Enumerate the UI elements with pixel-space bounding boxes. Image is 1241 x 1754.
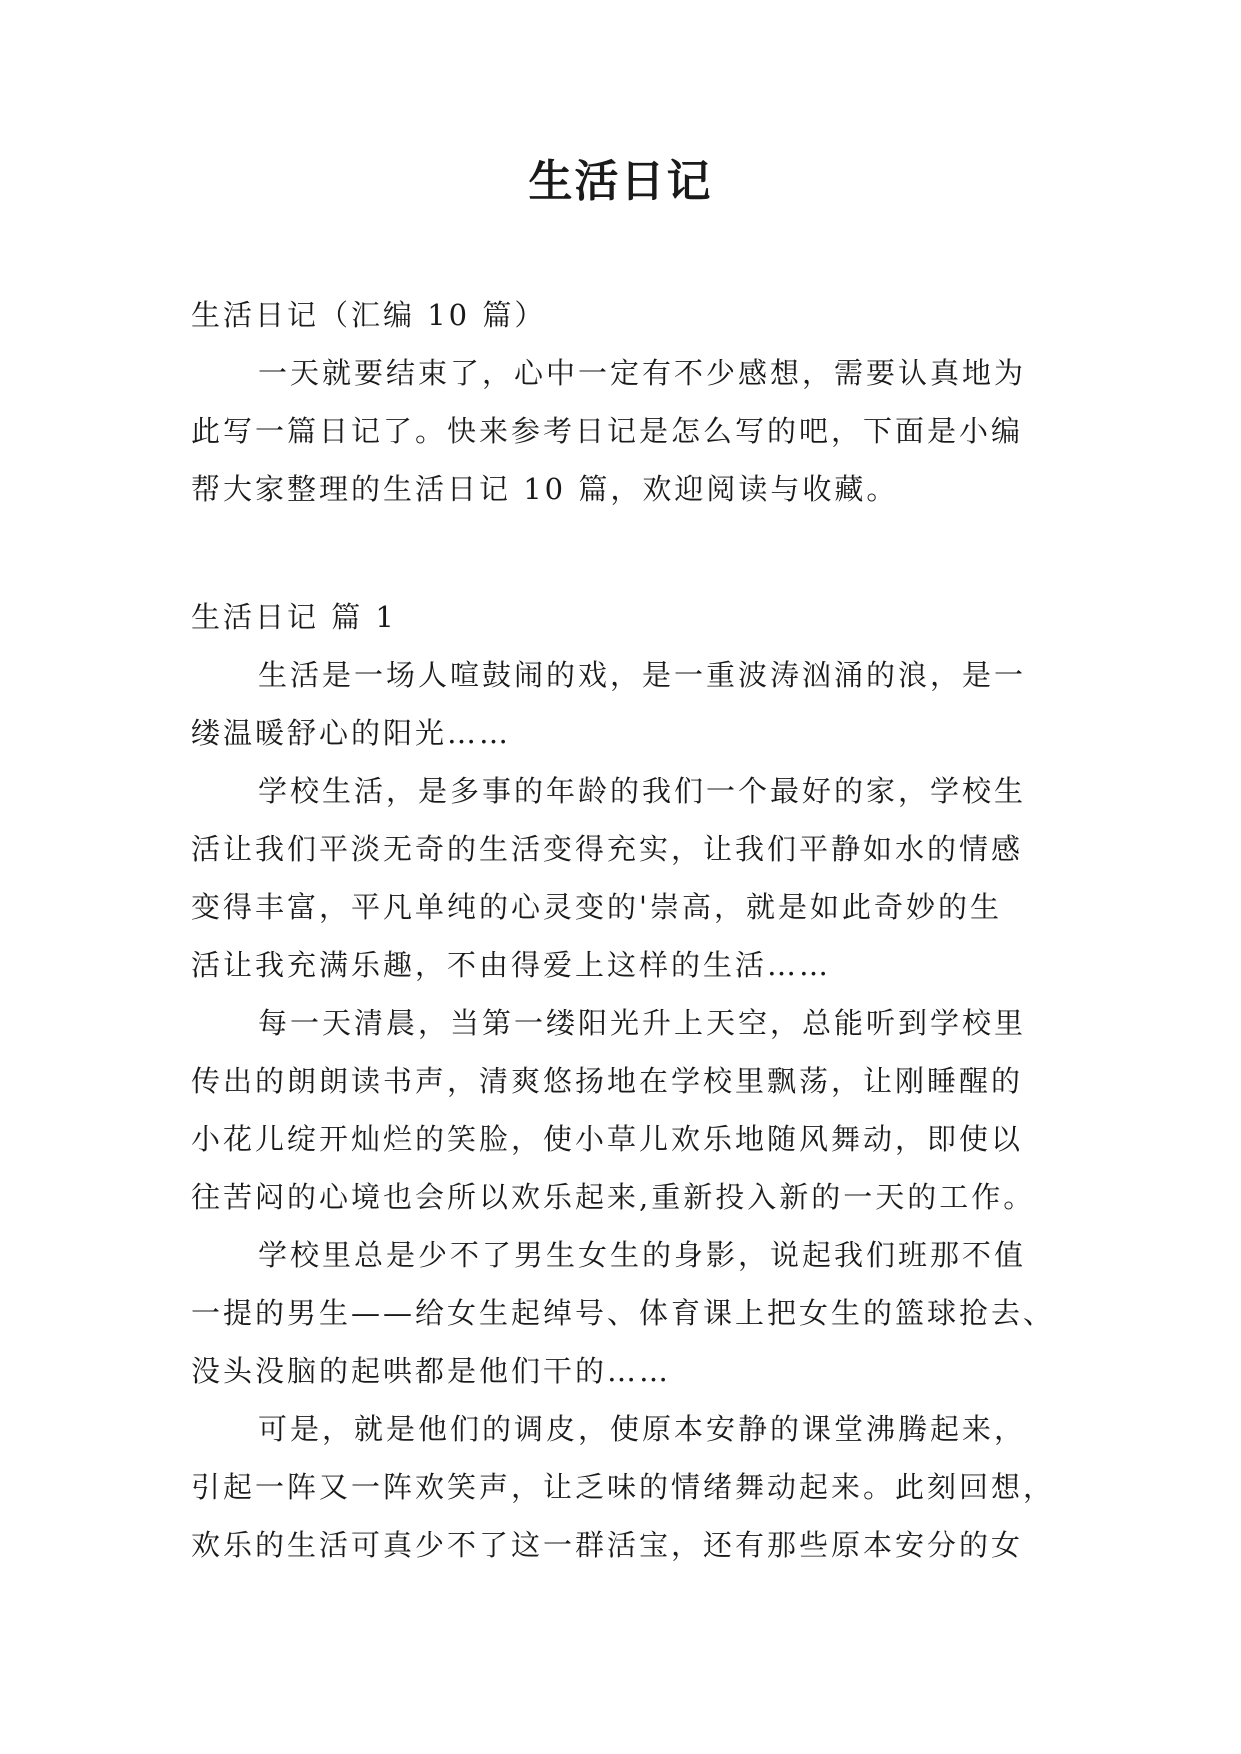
paragraph-line: 缕温暖舒心的阳光…… [191, 716, 512, 750]
paragraph-line: 变得丰富，平凡单纯的心灵变的'崇高，就是如此奇妙的生 [191, 890, 1002, 924]
paragraph-line: 小花儿绽开灿烂的笑脸，使小草儿欢乐地随风舞动，即使以 [191, 1122, 1024, 1156]
document-title: 生活日记 [528, 156, 713, 207]
intro-line: 一天就要结束了，心中一定有不少感想，需要认真地为 [258, 356, 1027, 390]
paragraph-line: 学校里总是少不了男生女生的身影，说起我们班那不值 [258, 1238, 1027, 1272]
intro-line: 此写一篇日记了。快来参考日记是怎么写的吧，下面是小编 [191, 414, 1024, 448]
intro-line: 帮大家整理的生活日记 10 篇，欢迎阅读与收藏。 [191, 472, 899, 506]
paragraph-line: 可是，就是他们的调皮，使原本安静的课堂沸腾起来， [258, 1412, 1027, 1446]
paragraph-line: 生活是一场人喧鼓闹的戏，是一重波涛汹涌的浪，是一 [258, 658, 1027, 692]
paragraph-line: 一提的男生——给女生起绰号、体育课上把女生的篮球抢去、 [191, 1296, 1056, 1330]
collection-subtitle: 生活日记（汇编 10 篇） [191, 298, 547, 332]
paragraph-line: 没头没脑的起哄都是他们干的…… [191, 1354, 672, 1388]
paragraph-line: 活让我充满乐趣，不由得爱上这样的生活…… [191, 948, 832, 982]
paragraph-line: 传出的朗朗读书声，清爽悠扬地在学校里飘荡，让刚睡醒的 [191, 1064, 1024, 1098]
paragraph-line: 欢乐的生活可真少不了这一群活宝，还有那些原本安分的女 [191, 1528, 1024, 1562]
section-spacer [191, 518, 1051, 588]
paragraph-line: 每一天清晨，当第一缕阳光升上天空，总能听到学校里 [258, 1006, 1027, 1040]
paragraph-line: 学校生活，是多事的年龄的我们一个最好的家，学校生 [258, 774, 1027, 808]
section-heading: 生活日记 篇 1 [191, 600, 397, 634]
paragraph-line: 往苦闷的心境也会所以欢乐起来,重新投入新的一天的工作。 [191, 1180, 1036, 1214]
paragraph-line: 活让我们平淡无奇的生活变得充实，让我们平静如水的情感 [191, 832, 1024, 866]
document-body [191, 286, 1056, 1574]
paragraph-line: 引起一阵又一阵欢笑声，让乏味的情绪舞动起来。此刻回想， [191, 1470, 1056, 1504]
